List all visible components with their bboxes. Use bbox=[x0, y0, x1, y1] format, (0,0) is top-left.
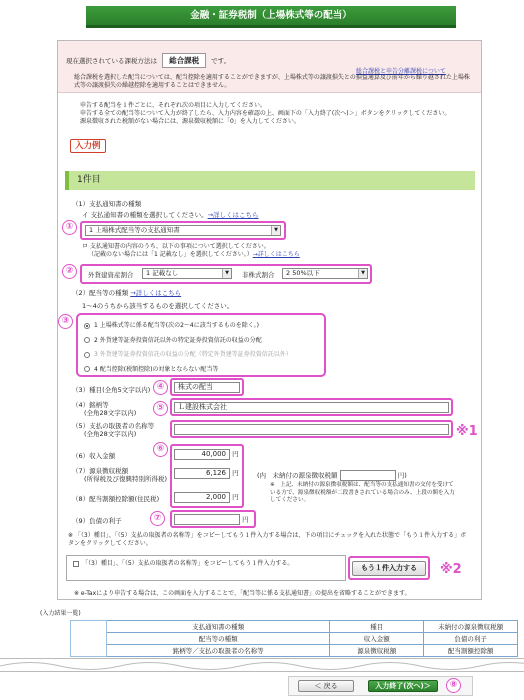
s2-label: （2）配当等の種類 →詳しくはこちら bbox=[72, 289, 182, 297]
kome-2: ※2 bbox=[440, 562, 462, 577]
copy-note: ※ 「（3）種目」、「（5）支払の取扱者の名称等」をコピーしてもう１件入力する場合は、下の項目にチェックを入れた状態で「もう１件入力する」ボタンをクリックしてください。 bbox=[68, 532, 467, 547]
marker-2: ② bbox=[62, 264, 77, 279]
radio-option-4[interactable]: 4 配当控除(税額控除)の対象とならない配当等 bbox=[84, 363, 292, 378]
copy-option-box: 「（3）種目」、「（5）支払の取扱者の名称等」をコピーしてもう１件入力する。 bbox=[66, 555, 346, 581]
radio-icon bbox=[84, 366, 90, 372]
add-another-button[interactable]: もう１件入力する bbox=[352, 561, 426, 576]
s9-label: （9）負債の利子 bbox=[72, 517, 122, 525]
current-method-row: 現在選択されている課税方法は 総合課税 です。 bbox=[66, 53, 230, 68]
nonstock-ratio-select[interactable]: 2 50%以下 ▼ bbox=[282, 268, 368, 279]
foreign-label: 外貨建資産割合 bbox=[88, 271, 134, 279]
copy-checkbox[interactable] bbox=[73, 561, 79, 567]
method-note: 総合課税を選択した配当については、配当控除を適用することができますが、上場株式等の譲渡損失との損益通算及び前年から繰り越された上場株式等の譲渡損失の繰越控除を適用することはできません。 bbox=[74, 74, 470, 89]
chevron-down-icon: ▼ bbox=[358, 269, 367, 278]
debt-interest-row: 円 bbox=[174, 514, 249, 525]
radio-icon bbox=[84, 352, 90, 358]
back-button[interactable]: ＜ 戻る bbox=[298, 680, 354, 692]
unpaid-row: (内 未納付の源泉徴収税額 円) bbox=[257, 471, 407, 480]
radio-option-2[interactable]: 2 外貨建等証券投資信託以外の特定証券投資信託の収益の分配 bbox=[84, 334, 292, 349]
current-method-box: 総合課税 bbox=[162, 53, 206, 68]
dividend-credit-input[interactable]: 2,000 bbox=[174, 492, 230, 503]
debt-interest-input[interactable] bbox=[174, 514, 240, 525]
kind-input[interactable]: 株式の配当 bbox=[174, 382, 240, 393]
table-row: 支払通知書の種類 種目 未納付の源泉徴収税額 bbox=[71, 621, 518, 633]
s2-sub: 1～4のうちから該当するものを選択してください。 bbox=[82, 302, 234, 310]
marker-4: ④ bbox=[153, 380, 168, 395]
s1-sub: イ 支払通知書の種類を選択してください。→詳しくはこちら bbox=[82, 211, 259, 219]
unpaid-note: ※ 上記、未納付の源泉徴収税額は、配当等の支払通知書の交付を受けている方で、源泉徴収税額が二段書きされている場合のみ、上段の額を入力してください。 bbox=[270, 482, 455, 503]
notice-type-select[interactable]: 1 上場株式配当等の支払通知書 ▼ bbox=[85, 225, 281, 236]
s8-label: （8）配当割額控除額(住民税) bbox=[72, 495, 160, 503]
unpaid-input[interactable] bbox=[340, 470, 396, 481]
instructions: 申告する配当を１件ごとに、それぞれ次の項目に入力してください。 申告する全ての配当等について入力が終了したら、入力内容を確認の上、画面下の「入力終了(次へ)＞」ボタンをクリックしてください。 源泉徴収された税額がない場合には、源泉徴収税額に「0」を入力してください。 bbox=[80, 102, 451, 125]
handler-name-input[interactable] bbox=[174, 424, 449, 435]
method-info-link[interactable]: 総合課税と申告分離課税について bbox=[356, 68, 446, 75]
marker-7: ⑦ bbox=[150, 511, 165, 526]
table-row: 銘柄等／支払の取扱者の名称等 源泉徴収税額 配当割額控除額 bbox=[71, 645, 518, 657]
s4-label: （4）銘柄等 (全角28文字以内) bbox=[72, 401, 137, 417]
income-row: 40,000 円 bbox=[174, 449, 239, 460]
dividend-credit-row: 2,000 円 bbox=[174, 492, 239, 503]
radio-option-1[interactable]: 1 上場株式等に係る配当等(次の2～4に該当するものを除く。) bbox=[84, 319, 292, 334]
kome-1: ※1 bbox=[456, 424, 478, 439]
s1-label: （1）支払通知書の種類 bbox=[72, 200, 142, 208]
s6-label: （6）収入金額 bbox=[72, 452, 116, 460]
table-row: 配当等の種類 収入金額 負債の利子 bbox=[71, 633, 518, 645]
issue-name-input[interactable]: Ｌ建設株式会社 bbox=[174, 402, 449, 413]
page-title: 金融・証券税制（上場株式等の配当） bbox=[86, 6, 456, 28]
marker-6: ⑥ bbox=[153, 442, 168, 457]
etax-note: ※ e-Taxにより申告する場合は、この画面を入力することで、「配当等に係る支払通知書」の提出を省略することができます。 bbox=[74, 590, 411, 597]
dividend-type-radios bbox=[84, 319, 292, 377]
marker-5: ⑤ bbox=[153, 401, 168, 416]
marker-3: ③ bbox=[58, 314, 73, 329]
withholding-input[interactable]: 6,126 bbox=[174, 468, 230, 479]
wavy-cut-icon bbox=[0, 659, 524, 673]
radio-option-3: 3 外貨建等証券投資信託の収益の分配（特定外貨建等証券投資信託以外） bbox=[84, 348, 292, 363]
radio-icon bbox=[84, 323, 90, 329]
radio-icon bbox=[84, 337, 90, 343]
s3-label: （3）種目(全角5文字以内) bbox=[72, 386, 151, 394]
s1-note: ロ 支払通知書の内容のうち、以下の事項について選択してください。 （記載のない場合には「1 記載なし」を選択してください。）→詳しくはこちら bbox=[82, 243, 300, 258]
foreign-ratio-select[interactable]: 1 記載なし ▼ bbox=[142, 268, 232, 279]
results-label: (入力結果一覧) bbox=[40, 610, 81, 617]
marker-1: ① bbox=[62, 220, 77, 235]
results-table bbox=[70, 620, 518, 657]
marker-8: ⑧ bbox=[446, 678, 461, 693]
withholding-row: 6,126 円 bbox=[174, 468, 239, 479]
s7-label: （7）源泉徴収税額 (所得税及び復興特別所得税) bbox=[72, 467, 168, 483]
finish-next-button[interactable]: 入力終了(次へ)＞ bbox=[368, 680, 438, 692]
s5-label: （5）支払の取扱者の名称等 (全角28文字以内) bbox=[72, 422, 155, 438]
wavy-cut bbox=[0, 658, 524, 672]
nonstock-label: 非株式割合 bbox=[242, 271, 275, 279]
chevron-down-icon: ▼ bbox=[271, 226, 280, 235]
input-example-button[interactable]: 入力例 bbox=[70, 139, 106, 153]
chevron-down-icon: ▼ bbox=[222, 269, 231, 278]
detail-link[interactable]: →詳しくはこちら bbox=[207, 211, 259, 219]
entry-heading: 1件目 bbox=[65, 171, 475, 190]
income-input[interactable]: 40,000 bbox=[174, 449, 230, 460]
